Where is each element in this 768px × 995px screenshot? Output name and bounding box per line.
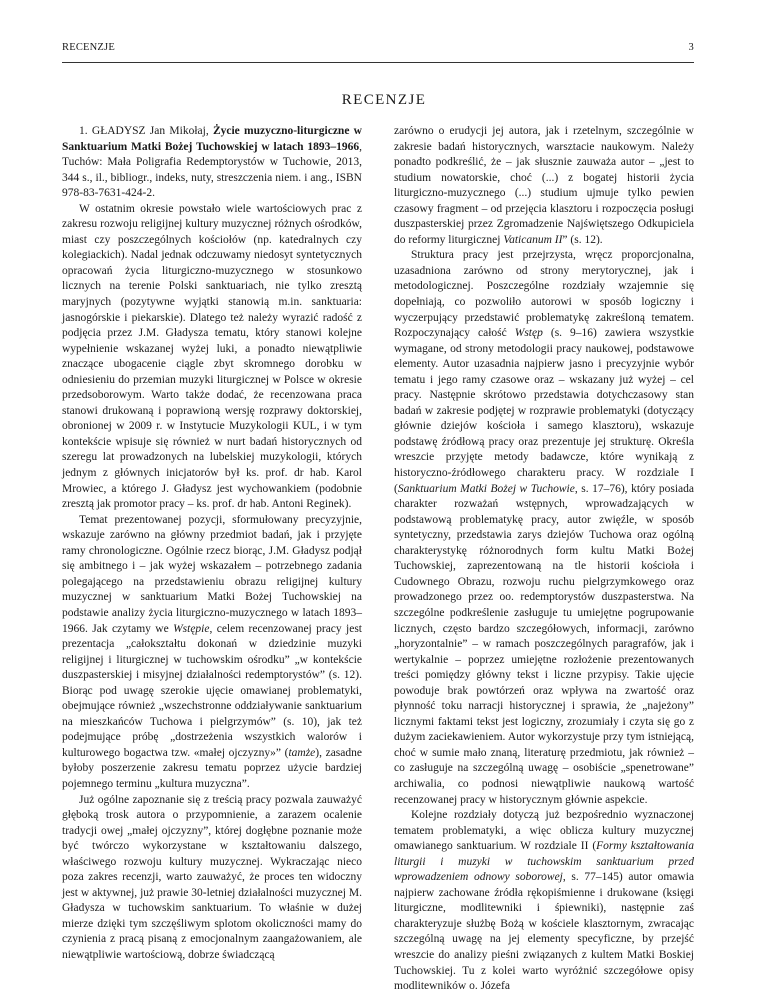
paragraph: Już ogólne zapoznanie się z treścią pracy pozwala zauważyć głęboką trosk autora o przypomnienie, a zarazem ocalenie tradycji owej „małej ojczyzny”, której dogłębne poznanie może być twórczo wykorzystane w kształtowaniu dalszego, właściwego rozwoju kultury muzycznej. Wykraczając nieco poza zakres recenzji, warto zauważyć, że proces ten widoczny jest w aktywnej, już prawie 30-letniej działalności muzycznej M. Gładysza w tuchowskim sanktuarium. To właśnie w dużej mierze dzięki tym szczęśliwym splotom okoliczności mamy do czynienia z pracą pisaną z emocjonalnym zaangażowaniem, ale niewątpliwie wartościową, dobrze świadczącą	[62, 793, 362, 961]
text-span: , s. 17–76), który posiada charakter rozważań wstępnych, wprowadzających w podstawową problematykę pracy, autor zwięźle, w sposób syntetyczny, przedstawia zarys dziejów Tuchowa oraz ogólną charakterystykę różnorodnych form kultu Matki Bożej Tuchowskiej, zaprezentowaną na tle historii kościoła i Cudownego Obrazu, rozwoju ruchu pielgrzymkowego oraz prowadzonego przez oo. redemptorystów duszpasterstwa. Na szczególne podkreślenie zasługuje tu umiejętne pogrupowanie licznych, często bardzo szczegółowych, informacji, zarówno „horyzontalnie” – w ramach poszczególnych paragrafów, jak i wertykalnie – poprzez umiejętne rozłożenie prezentowanych treści pomiędzy główny tekst i liczne przypisy. Takie ujęcie powoduje brak powtórzeń oraz wpływa na zwartość oraz płynność toku narracji historycznej i sprawia, że „najeżony” licznymi faktami tekst jest logiczny, zrozumiały i czyta się go z dużym zaciekawieniem. Autor wykorzystuje przy tym istniejącą, choć w sumie mało znaną, literaturę przedmiotu, jak również – co zasługuje na szczególną uwagę – osobiście „spenetrowane” archiwalia, co podnosi niewątpliwie naukową wartość recenzowanej pracy w historycznym głównie aspekcie.	[394, 482, 694, 806]
italic-span: Sanktuarium Matki Bożej w Tuchowie	[397, 482, 575, 495]
text-span: ” (s. 12).	[562, 233, 603, 246]
text-span: Struktura pracy jest przejrzysta, wręcz proporcjonalna, uzasadniona zarówno od strony merytorycznej, jak i metodologicznej. Poszczególne rozdziały wzajemnie się dopełniają, co pozwoliło autorowi w sposób logiczny i wyczerpujący przedstawić problematykę zakreśloną tematem. Rozpoczynający całość	[394, 249, 694, 340]
paragraph	[62, 513, 362, 793]
italic-span: Wstępie	[173, 622, 210, 635]
right-column	[394, 124, 694, 995]
text-span: (s. 9–16) zawiera wszystkie wymagane, od strony metodologii pracy naukowej, podstawowe elementy. Autor uzasadnia najpierw jasno i precyzyjnie wybór tematu i jego ramy czasowe oraz – wskazany już wyżej – cel pracy. Następnie skrótowo przedstawia dotychczasowy stan badań w zakresie podjętej w rozprawie problematyki (dotyczący głównie dziejów kościoła i samego klasztoru), wskazuje podstawę źródłową pracy oraz prezentuje jej strukturę. Określa wreszcie przyjęte metody badawcze, które wynikają z historyczno-źródłowego charakteru pracy. W rozdziale I (	[394, 327, 694, 495]
entry-book-title: Życie muzyczno-liturgiczne w Sanktuarium Matki Bożej Tuchowskiej w latach 1893–1966	[62, 125, 362, 153]
text-span: Temat prezentowanej pozycji, sformułowany precyzyjnie, wskazuje zarówno na główny przedmiot badań, jak i przyjęte ramy chronologiczne. Ogólnie rzecz biorąc, J.M. Gładysz podjął się ambitnego i – jak wyżej wskazałem – potrzebnego zadania polegającego na przedstawieniu obrazu religijnej kultury muzycznej w sanktuarium Matki Bożej Tuchowskiej na podstawie analizy życia liturgiczno-muzycznego w latach 1893–1966. Jak czytamy we	[62, 513, 362, 635]
entry-publication-details: , Tuchów: Mała Poligrafia Redemptorystów w Tuchowie, 2013, 344 s., il., bibliogr., indeks, nuty, streszczenia niem. i ang., ISBN 978-83-7631-424-2.	[62, 140, 362, 200]
text-span: , celem recenzowanej pracy jest prezentacja „całokształtu dokonań w dziedzinie muzyki religijnej i liturgicznej w tuchowskim ośrodku” „w kontekście duszpasterskiej i misyjnej działalności redemptorystów” (s. 12). Biorąc pod uwagę szerokie ujęcie omawianej problematyki, obejmujące również „wszechstronne oddziaływanie sanktuarium na mieszkańców Tuchowa i pielgrzymów” (s. 10), jak też podejmujące próbę „dostrzeżenia wszystkich walorów i kulturowego bogactwa tzw. «małej ojczyzny»” (	[62, 622, 362, 759]
entry-author: 1. GŁADYSZ Jan Mikołaj,	[79, 125, 213, 137]
italic-span: Vaticanum II	[503, 233, 563, 246]
paragraph-continued	[394, 124, 694, 248]
page-number: 3	[688, 42, 694, 53]
text-span: zarówno o erudycji jej autora, jak i rzetelnym, szczególnie w zakresie badań historycznych, warsztacie naukowym. Należy ponadto podkreślić, że – jak słusznie zauważa autor – „jest to studium nowatorskie, choć (...) z bogatej historii życia liturgiczno-muzycznego (...) studium ujmuje tylko pewien czasowy fragment – od przejęcia klasztoru i rozpoczęcia posługi duszpasterskiej przez Zgromadzenie Najświętszego Odkupiciela do reformy liturgicznej	[394, 125, 694, 246]
text-span: Kolejne rozdziały dotyczą już bezpośrednio wyznaczonej tematem problematyki, a więc oblicza kultury muzycznej omawianego sanktuarium. W rozdziale II (	[394, 809, 694, 853]
review-entry	[62, 124, 362, 202]
header-rule	[62, 62, 694, 63]
paragraph	[394, 248, 694, 808]
running-head-title: RECENZJE	[62, 42, 115, 53]
running-header	[62, 42, 694, 56]
left-column	[62, 124, 362, 964]
text-span: ), zasadne byłoby poszerzenie zakresu tematu poprzez użycie bardziej pojemnego terminu „kultura muzyczna”.	[62, 746, 362, 790]
paragraph: W ostatnim okresie powstało wiele wartościowych prac z zakresu rozwoju religijnej kultury muzycznej różnych ośrodków, miast czy poszczególnych kościołów (np. katedralnych czy kolegiackich). Nadal jednak odczuwamy niedosyt syntetycznych opracowań życia liturgiczno-muzycznego w stosunkowo licznych na terenie Polski sanktuariach, nie tylko zresztą maryjnych (pozytywne wyjątki stanowią m.in. sanktuaria: jasnogórskie i piekarskie). Dlatego też należy wyrazić radość z podjęcia przez J.M. Gładysza tematu, który stanowi kolejne wypełnienie wskazanej wyżej luki, a ponadto niewątpliwie znaczące ubogacenie ciągle zbyt skromnego dorobku w odniesieniu do przemian muzyki liturgicznej w Polsce w okresie przedsoborowym. Warto także dodać, że recenzowana praca stanowi drukowaną i poprawioną wersję rozprawy doktorskiej, obronionej w 2009 r. w Instytucie Muzykologii KUL, i w tym kontekście wpisuje się również w nurt badań historycznych od szeregu lat prowadzonych na lubelskiej muzykologii, których jednym z głównych inicjatorów był ks. prof. dr hab. Karol Mrowiec, a którego J. Gładysz jest wychowankiem (podobnie zresztą jak promotor pracy – ks. prof. dr hab. Antoni Reginek).	[62, 202, 362, 511]
paragraph	[394, 808, 694, 995]
italic-span: tamże	[288, 746, 316, 759]
italic-span: Wstęp	[514, 327, 543, 340]
italic-span: Formy kształtowania liturgii i muzyki w tuchowskim sanktuarium przed wprowadzeniem odnowy soborowej	[394, 840, 694, 884]
section-title: RECENZJE	[341, 92, 427, 108]
text-span: , s. 77–145) autor omawia najpierw zachowane źródła rękopiśmienne i drukowane (księgi liturgiczne, modlitewniki i śpiewniki), następnie zaś charakteryzuje służbę Bożą w kościele klasztornym, zwracając szczególną uwagę na jej elementy specyficzne, by przejść wreszcie do analizy pieśni związanych z kultem Matki Boskiej Tuchowskiej. Tu z kolei warto wyróżnić szczegółowe opisy modlitewników o. Józefa	[394, 871, 695, 993]
